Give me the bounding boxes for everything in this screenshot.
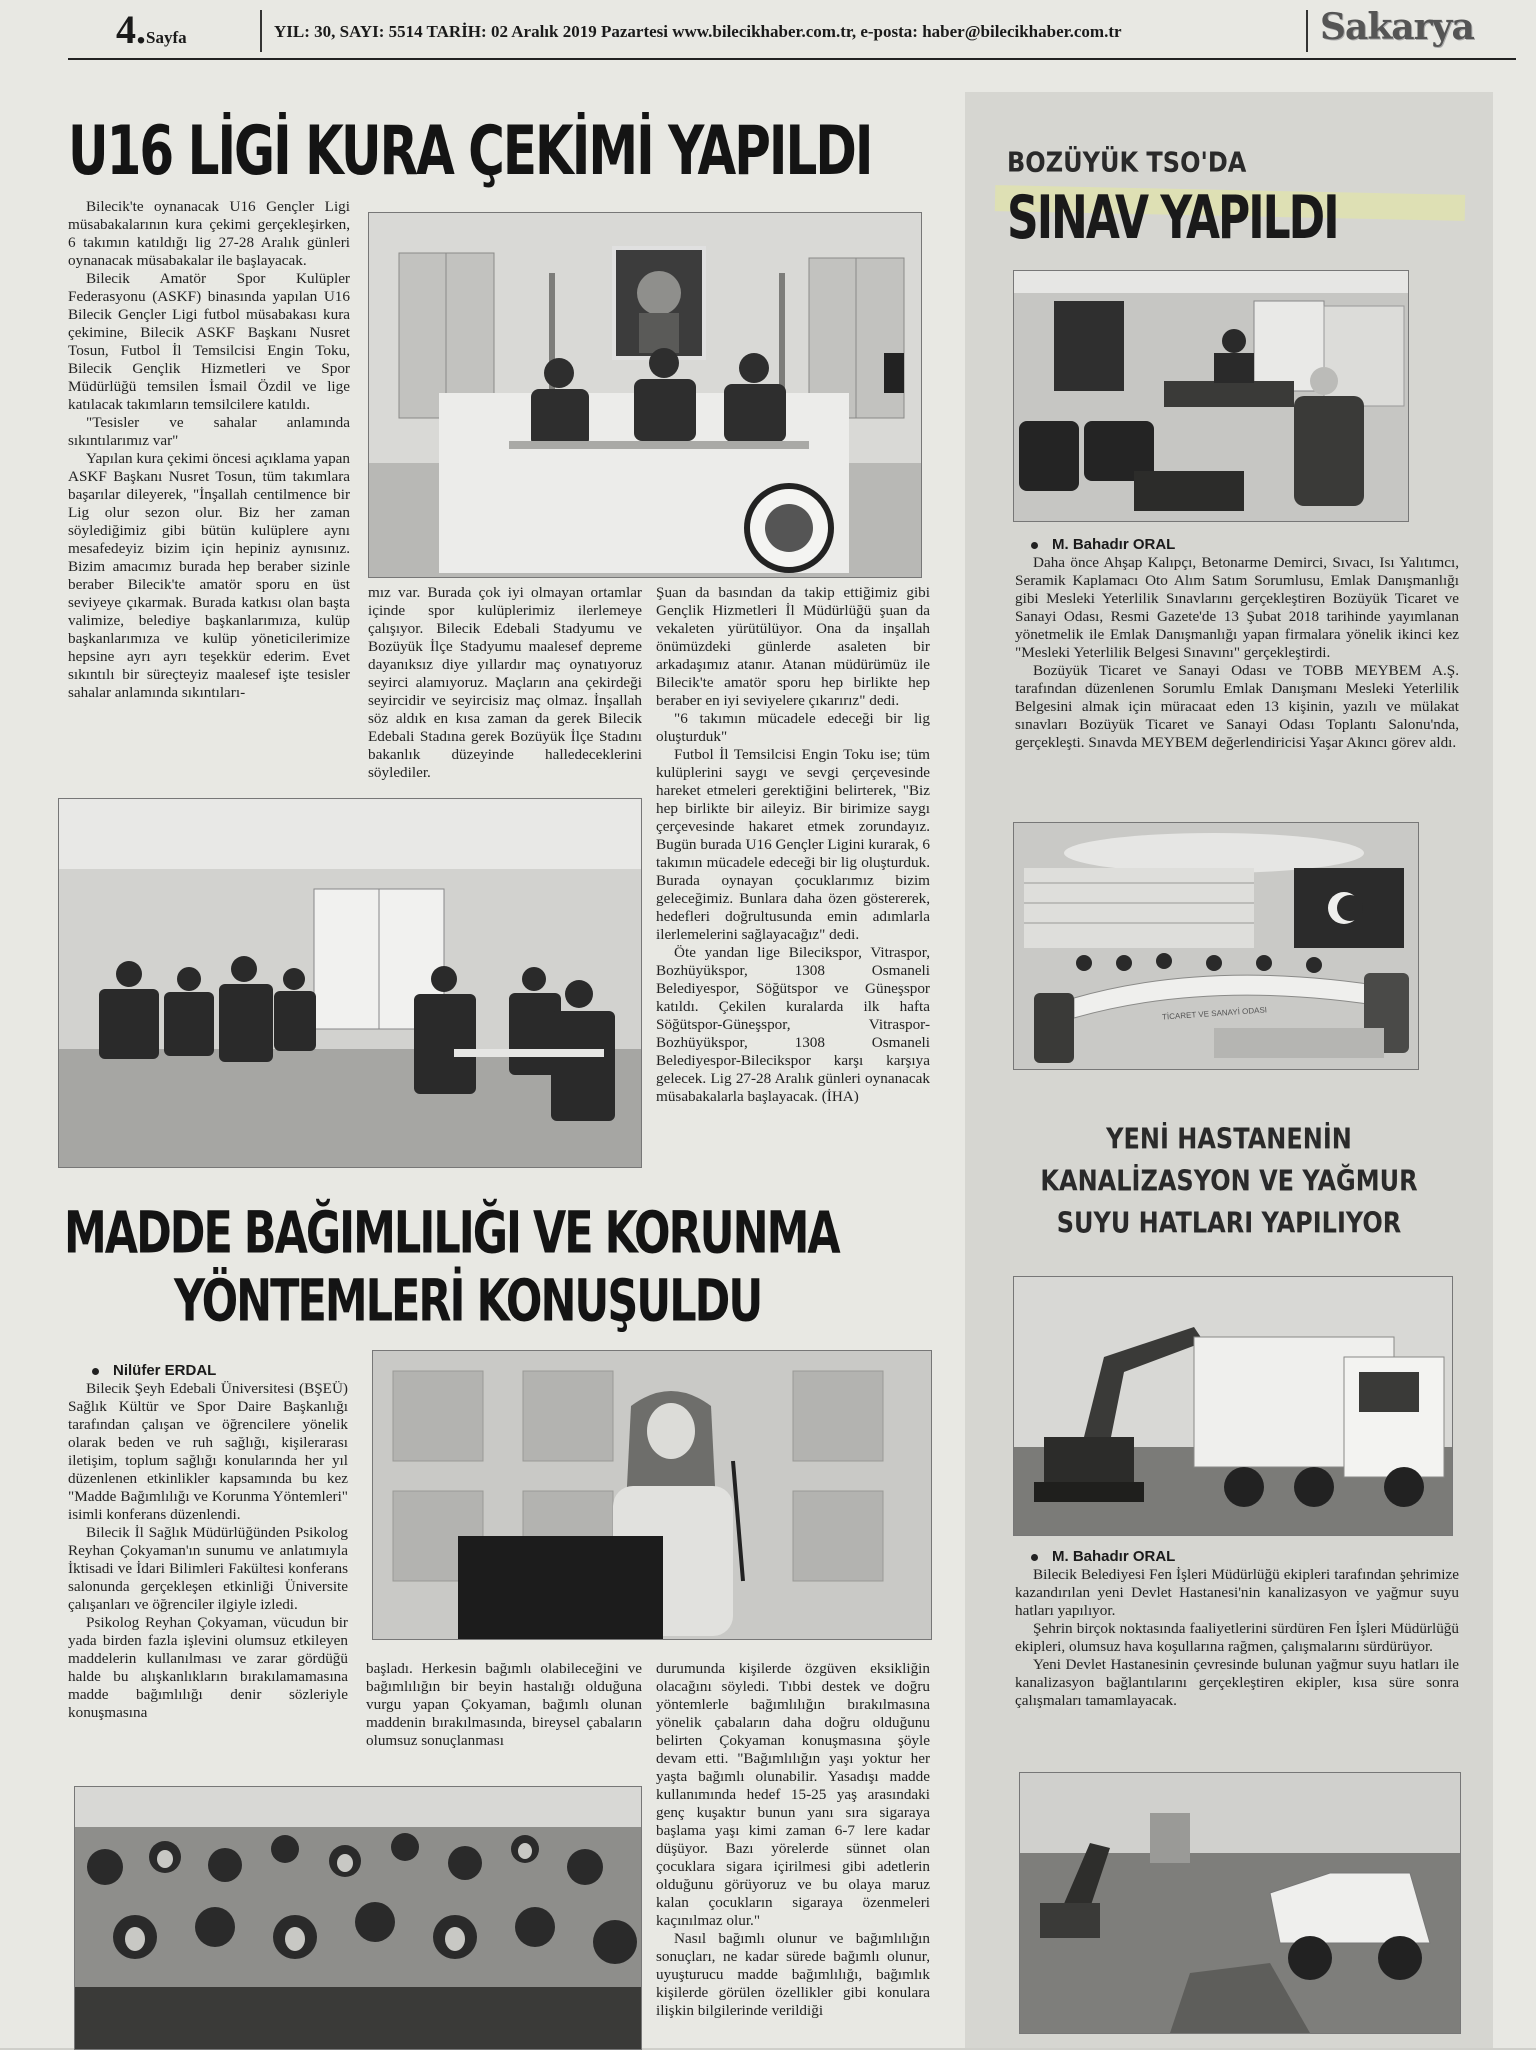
article2-headline-2: YÖNTEMLERİ KONUŞULDU (174, 1268, 762, 1336)
photo-speaker-art (373, 1351, 931, 1639)
article3-p2: Bozüyük Ticaret ve Sanayi Odası ve TOBB MEYBEM A.Ş. tarafından düzenlenen Sorumlu Emlak Danışmanı Mesleki Yeterlilik Belgesini almak için müracaat eden 13 kişinin, yazılı ve mülakat sınavları Bozüyük Ticaret ve Sanayi Odası Toplantı Salonu'nda, gerçekleşti. Sınavda MEYBEM değerlendiricisi Yaşar Akıncı görev aldı. (1015, 662, 1459, 751)
article2-col1-p2: Bilecik İl Sağlık Müdürlüğünden Psikolog Reyhan Çokyaman'ın sunumu ve anlatımıyla İktisadi ve İdari Bilimleri Fakültesi konferans salonunda gerçekleşen etkinliği Üniversite çalışanları ve öğrenciler ilgiyle izledi. (68, 1524, 348, 1613)
photo-tso-exam-art (1014, 271, 1408, 521)
photo-tso-hall-art (1014, 823, 1418, 1069)
article1-col3 (656, 584, 930, 1166)
photo-audience-art (75, 1787, 641, 2049)
article1-headline: U16 LİGİ KURA ÇEKİMİ YAPILDI (68, 112, 872, 191)
photo-seal-label (709, 573, 719, 574)
sidebar-panel (965, 92, 1493, 2048)
article1-col1-p2: Bilecik Amatör Spor Kulüpler Federasyonu (ASKF) binasında yapılan U16 Bilecik Gençler Ligi futbol müsabakası kura çekimine, Bilecik ASKF Başkanı Nusret Tosun, Futbol İl Temsilcisi Engin Toku, Bilecik Gençlik Hizmetleri ve Spor Müdürlüğü temsilen İsmail Özdil ve lige katılacak takımların temsilcilere katıldı. (68, 270, 350, 413)
article3-byline-text: M. Bahadır ORAL (1052, 536, 1176, 553)
article4-p3: Yeni Devlet Hastanesinin çevresinde bulunan yağmur suyu hatları ile kanalizasyon bağlantılarını gerçekleştiren ekipler, kısa süre sonra çalışmaları tamamlayacak. (1015, 1656, 1459, 1709)
article2-col3 (656, 1660, 930, 2048)
article1-col1-p4: Yapılan kura çekimi öncesi açıklama yapan ASKF Başkanı Nusret Tosun, tüm takımlara başarılar dileyerek, "İnşallah centilmence bir Lig olur sezon olur. Biz her zaman söylediğimiz gibi bütün kulüplere aynı mesafedeyiz bizim için hepiniz aynısınız. Bizim amacımız burada hep beraber sizinle beraber Bilecik'te amatör sporu en üst seviyeye çıkarmak. Burada katkısı olan başta valimize, belediye başkanlarımıza, kulüp başkanlarımıza ve kulüp yöneticilerimize hepsine ayrı ayrı teşekkür ederim. Evet sıkıntılı bir süreçteyiz maalesef işte tesisler sahalar anlamında sıkıntıları- (68, 450, 350, 701)
article4-byline (1031, 1548, 1175, 1565)
article1-col3-p4: Öte yandan lige Bilecikspor, Vitraspor, Bozhüyükspor, 1308 Osmaneli Belediyespor, Söğütspor ve Güneşspor katıldı. Çekilen kuralarda ilk hafta Söğütspor-Güneşspor, Vitraspor-Bozhüyükspor, 1308 Osmaneli Belediyespor-Bilecikspor karşı karşıya gelecek. Lig 27-28 Aralık günleri oynanacak müsabakalarla başlayacak. (İHA) (656, 944, 930, 1105)
photo-tso-exam (1013, 270, 1409, 522)
article1-col1 (68, 198, 350, 778)
article4-body (1015, 1566, 1459, 1746)
article4-headline-2: KANALİZASYON VE YAĞMUR (1040, 1164, 1418, 1198)
photo-kura-meeting-art (369, 213, 921, 577)
photo-kura-attendees (58, 798, 642, 1168)
article3-kicker: BOZÜYÜK TSO'DA (1007, 146, 1247, 179)
article4-p1: Bilecik Belediyesi Fen İşleri Müdürlüğü ekipleri tarafından şehrimize kazandırılan yeni Devlet Hastanesi'nin kanalizasyon ve yağmur suyu hatları yapılıyor. (1015, 1566, 1459, 1619)
article2-byline-text: Nilüfer ERDAL (113, 1362, 217, 1379)
article1-col3-p1: Şuan da basından da takip ettiğimiz gibi Gençlik Hizmetleri İl Müdürlüğü şuan da vekaleten yürütülüyor. Ona da inşallah önümüzdeki günlerde asaleten bir arkadaşımız atanır. Atanan müdürümüz ile Bilecik'te amatör sporu hep birlikte hep beraber en iyi seviyelere çıkarırız" dedi. (656, 584, 930, 709)
article1-col3-p3: Futbol İl Temsilcisi Engin Toku ise; tüm kulüplerini saygı ve sevgi çerçevesinde hareket etmeleri gerektiğini belirterek, "Biz hep birlikte bir aileyiz. Bir birimize saygı çerçevesinde hakaret etmek zorundayız. Bugün burada U16 Gençler Ligini kurarak, 6 takımın mücadele edeceği bir lig oluşturduk. Burada oynayan çocuklarımız bizim geleceğimiz. Bunlara daha özen göstererek, hedefleri doğrultusunda emin adımlarla ilerlemelerini sağlayacağız" dedi. (656, 746, 930, 943)
article2-byline (92, 1362, 216, 1379)
article4-headline-1: YENİ HASTANENİN (1106, 1122, 1352, 1156)
header-divider (260, 10, 262, 52)
header-divider-right (1306, 10, 1308, 52)
article2-col2: başladı. Herkesin bağımlı olabileceğini ve bağımlılığın bir beyin hastalığı olduğuna vurgu yapan Çokyaman, bağımlı olunan maddenin bırakılmasında, bireysel çabaların olumsuz sonuçlanması (366, 1660, 642, 1749)
article4-p2: Şehrin birçok noktasında faaliyetlerini sürdüren Fen İşleri Müdürlüğü ekipleri, olumsuz hava koşullarına rağmen, çalışmalarını sürdürüyor. (1015, 1620, 1459, 1655)
photo-construction-site-art (1020, 1773, 1460, 2033)
photo-flag-label: TİCARET VE SANAYİ ODASI (1161, 1005, 1268, 1022)
header-rule (68, 58, 1516, 60)
photo-kura-attendees-art (59, 799, 641, 1167)
issue-info: YIL: 30, SAYI: 5514 TARİH: 02 Aralık 2019 Pazartesi www.bilecikhaber.com.tr, e-posta: haber@bilecikhaber.com.tr (274, 22, 1122, 41)
article1-col1-p1: Bilecik'te oynanacak U16 Gençler Ligi müsabakalarının kura çekimi gerçekleşirken, 6 takımın katıldığı lig 27-28 Aralık günleri oynanacak müsabakalar ile başlayacak. (68, 198, 350, 269)
photo-kura-meeting (368, 212, 922, 578)
byline-bullet-3 (1031, 542, 1038, 549)
article2-col1-p3: Psikolog Reyhan Çokyaman, vücudun bir yada birden fazla işlevini olumsuz etkileyen maddelerin kullanılması ve zarar gördüğü halde bu alışkanlıkların bırakılamamasına madde bağımlılığı denir sözleriyle konuşmasına (68, 1614, 348, 1721)
page-number (116, 6, 187, 53)
article3-p1: Daha önce Ahşap Kalıpçı, Betonarme Demirci, Sıvacı, Isı Yalıtımcı, Seramik Kaplamacı Oto Alım Satım Sorumlusu, Emlak Danışmanlığı gibi Mesleki Yeterlilik Sınavlarını gerçekleştiren Bozüyük Ticaret ve Sanayi Odası, Resmi Gazete'de 13 Şubat 2018 tarihinde yayımlanan yönetmelik ile Emlak Danışmanlığı yapan firmalara yönelik ikinci kez "Mesleki Yeterlilik Belgesi Sınavını" gerçekleştirdi. (1015, 554, 1459, 661)
photo-speaker (372, 1350, 932, 1640)
article3-headline: SINAV YAPILDI (1007, 184, 1338, 253)
article2-headline-1: MADDE BAĞIMLILIĞI VE KORUNMA (64, 1200, 839, 1268)
article2-col1-p1: Bilecik Şeyh Edebali Üniversitesi (BŞEÜ) Sağlık Kültür ve Spor Daire Başkanlığı tarafından çalışan ve öğrencilere yönelik olarak beden ve ruh sağlığı, kişilerarası iletişim, toplum sağlığı konularında her yıl düzenlenen etkinlikler kapsamında bu kez "Madde Bağımlılığı ve Korunma Yöntemleri" isimli konferans düzenlendi. (68, 1380, 348, 1523)
photo-audience (74, 1786, 642, 2050)
page-header (68, 4, 1516, 56)
page-number-value: 4. (116, 7, 146, 52)
article2-col3-p1: durumunda kişilerde özgüven eksikliğin olacağını söyledi. Tıbbi destek ve doğru yöntemlerle bağımlılığın bırakılmasına yönelik çabaların daha doğru olduğunu belirten Çokyaman konuşmasına şöyle devam etti. "Bağımlılığın yaşı yoktur her yaşta bağımlı olunabilir. Yasadışı madde kullanımında hedef 15-25 yaş arasındaki genç kuşaktır bunun yanı sıra sigaraya başlama yaşı kimi zaman 6-7 lere kadar düşüyor. Bazı yörelerde sünnet olan çocuklara sigara içirilmesi gibi adetlerin olduğunu görüyoruz ve bu olaya maruz kalan çocukların sigaraya özenmeleri kaçınılmaz olur." (656, 1660, 930, 1929)
article1-col3-p2: "6 takımın mücadele edeceği bir lig oluşturduk" (656, 710, 930, 745)
newspaper-logo: Sakarya (1320, 6, 1474, 48)
photo-tso-hall (1013, 822, 1419, 1070)
article1-col2: mız var. Burada çok iyi olmayan ortamlar içinde spor kulüplerimiz ilerlemeye çalışıyor. Bilecik Edebali Stadyumu ve Bozüyük İlçe Stadyumu maalesef depreme dayanıksız diye yıllardır maç oynatıyoruz seyirci alamıyoruz. Maçların ana çekirdeği seyircidir ve seyircisiz maç olmaz. İnşallah söz aldık en kısa zaman da gerek Bilecik Edebali Stadına gerek Bozüyük İlçe Stadını bakanlık düzeyinde halledeceklerini söylediler. (368, 584, 642, 781)
article2-col3-p2: Nasıl bağımlı olunur ve bağımlılığın sonuçları, ne kadar sürede bağımlı olunur, uyuşturucu madde bağımlılığı, bağımlık kişilerde görülen özellikler gibi konulara ilişkin bilgilerinde verildiği (656, 1930, 930, 2019)
article2-col1 (68, 1380, 348, 1772)
photo-excavation-truck-art (1014, 1277, 1452, 1535)
byline-bullet-4 (1031, 1554, 1038, 1561)
page-label: Sayfa (146, 28, 187, 47)
article4-headline-3: SUYU HATLARI YAPILIYOR (1056, 1206, 1402, 1240)
photo-excavation-truck (1013, 1276, 1453, 1536)
article1-col1-p3: "Tesisler ve sahalar anlamında sıkıntılarımız var" (68, 414, 350, 449)
article3-byline (1031, 536, 1175, 553)
photo-construction-site (1019, 1772, 1461, 2034)
article4-byline-text: M. Bahadır ORAL (1052, 1548, 1176, 1565)
byline-bullet (92, 1368, 99, 1375)
